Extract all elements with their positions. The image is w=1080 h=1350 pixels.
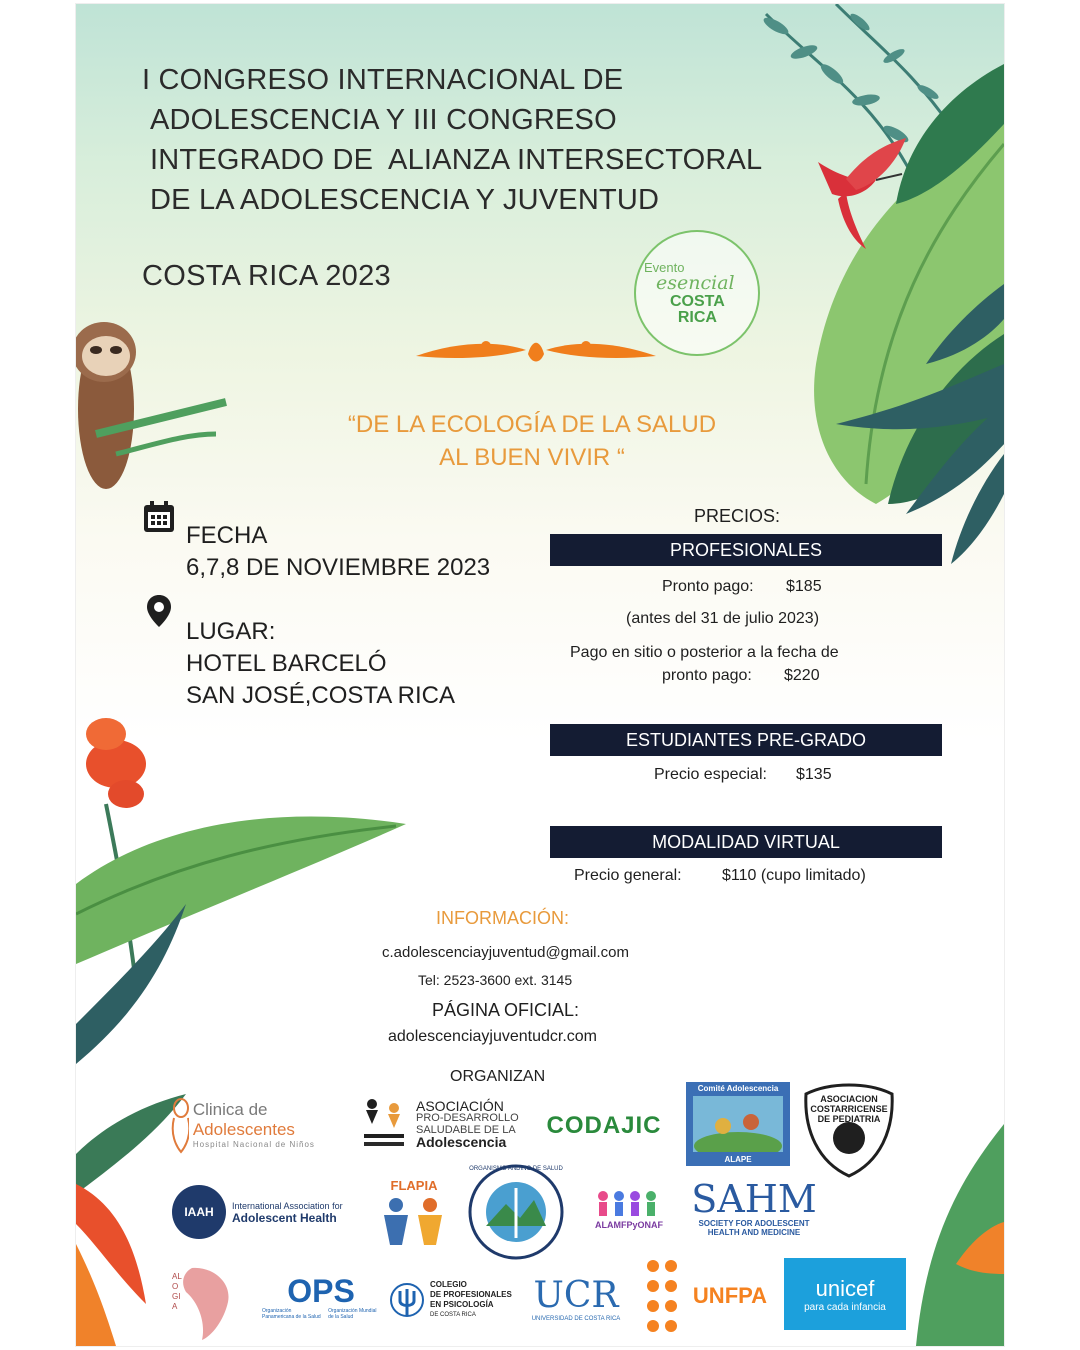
unicef-logo [784,1258,906,1330]
alamfpyonaf-logo [582,1180,676,1238]
prices-title: PRECIOS: [694,506,781,526]
clinica-figure-icon [170,1094,189,1154]
students-header: ESTUDIANTES PRE-GRADO [550,724,942,756]
unfpa-dots-icon [643,1256,693,1336]
pediatria-text [800,1094,898,1124]
colegio-psi-icon [390,1275,424,1325]
title-line-3: INTEGRADO DE ALIANZA INTERSECTORAL [150,144,763,176]
asociacion-l1: ASOCIACIÓN [416,1098,504,1114]
sloth-decoration [76,322,226,489]
professionals-early-note: (antes del 31 de julio 2023) [626,610,820,627]
ops-l1: Organización Panamericana de la Salud [262,1308,321,1320]
date-value: 6,7,8 DE NOVIEMBRE 2023 [186,554,491,581]
clinica-sub: Hospital Nacional de Niños [192,1139,315,1149]
virtual-header: MODALIDAD VIRTUAL [550,826,942,858]
colegio-l1: COLEGIO [430,1280,467,1289]
andino-name: ORGANISMO ANDINO DE SALUD [469,1166,563,1172]
comite-adolescencia-logo [686,1082,790,1166]
place-block [186,616,455,712]
badge-line-3: COSTA [670,293,725,310]
alogia-name: ALOGIA [172,1272,182,1311]
ornament-divider-decoration [416,341,656,362]
unfpa-logo [636,1256,774,1336]
virtual-value: $110 (cupo limitado) [722,867,866,884]
evento-esencial-badge [634,230,760,356]
badge-country [670,294,725,326]
badge-line-2: esencial [656,272,735,294]
professionals-late-label: pronto pago: [662,667,752,684]
country-year: COSTA RICA 2023 [142,260,391,292]
organismo-andino-salud-logo [468,1164,564,1260]
alamfpyonaf-figures-icon [589,1188,669,1220]
date-block [186,520,490,584]
asociacion-l4: Adolescencia [416,1134,507,1150]
professionals-early-label: Pronto pago: [662,578,754,595]
asociacion-l3: SALUDABLE DE LA [416,1124,516,1136]
virtual-label: Precio general: [574,867,682,884]
ucr-logo [526,1266,626,1332]
slogan-line-1: “DE LA ECOLOGÍA DE LA SALUD [347,411,717,438]
comite-illustration-icon [693,1096,783,1152]
title-line-2: ADOLESCENCIA Y III CONGRESO [150,104,617,136]
calendar-icon [142,500,176,534]
info-title: INFORMACIÓN: [436,908,569,928]
colegio-l3: EN PSICOLOGÍA [430,1300,494,1309]
unicef-name: unicef [815,1275,875,1301]
sahm-l1: SOCIETY FOR ADOLESCENT [698,1219,810,1228]
professionals-late-line: Pago en sitio o posterior a la fecha de [570,644,839,661]
organizers-title: ORGANIZAN [450,1068,546,1085]
students-label: Precio especial: [654,766,767,783]
iaah-l2: Adolescent Health [232,1211,337,1225]
codajic-logo [538,1100,670,1152]
iaah-l1: International Association for [232,1201,343,1211]
contact-phone: Tel: 2523-3600 ext. 3145 [418,972,573,988]
place-label: LUGAR: [186,618,276,645]
alogia-logo [172,1262,258,1342]
ucr-sub: UNIVERSIDAD DE COSTA RICA [531,1316,621,1322]
colegio-psicologia-logo [390,1268,522,1332]
alamfpyonaf-name: ALAMFPyONAF [595,1220,663,1230]
contact-email[interactable]: c.adolescenciayjuventud@gmail.com [382,944,630,961]
pediatria-l3: DE PEDIATRIA [817,1114,881,1124]
iaah-logo [172,1180,352,1244]
comite-name: Comité Adolescencia [697,1084,779,1093]
flapia-figures-icon [374,1193,454,1249]
flapia-name: FLAPIA [390,1177,438,1193]
codajic-name: CODAJIC [546,1112,662,1139]
sahm-logo [682,1176,826,1240]
official-page-title: PÁGINA OFICIAL: [432,1000,580,1020]
asociacion-pediatria-logo [800,1080,898,1178]
colegio-l4: DE COSTA RICA [430,1312,476,1318]
title-line-4: DE LA ADOLESCENCIA Y JUVENTUD [150,184,660,216]
flapia-logo [366,1174,462,1252]
clinica-adolescentes-logo [170,1088,348,1160]
iaah-abbr: IAAH [172,1185,226,1239]
asociacion-l2: PRO-DESARROLLO [416,1112,519,1124]
ucr-name: UCR [533,1275,619,1316]
official-website-link[interactable]: adolescenciayjuventudcr.com [388,1028,598,1045]
alogia-map-icon [172,1262,258,1342]
sahm-name: SAHM [691,1177,817,1221]
title-line-1: I CONGRESO INTERNACIONAL DE [142,64,624,96]
clinica-name-a: Clinica de [192,1099,268,1119]
asociacion-logo [360,1088,526,1160]
students-value: $135 [796,766,832,783]
colegio-l2: DE PROFESIONALES [430,1290,512,1299]
unicef-sub: para cada infancia [804,1301,886,1313]
asociacion-figures-icon [360,1094,408,1154]
slogan-line-2: AL BUEN VIVIR “ [439,444,625,471]
clinica-name-b: Adolescentes [192,1119,295,1139]
sahm-l2: HEALTH AND MEDICINE [707,1228,801,1237]
pediatria-l2: COSTARRICENSE [810,1104,888,1114]
place-line-2: SAN JOSÉ,COSTA RICA [186,682,455,709]
date-label: FECHA [186,522,268,549]
andino-seal-icon [468,1164,564,1260]
ops-logo [262,1262,380,1332]
ops-name: OPS [287,1273,355,1309]
slogan [312,408,752,474]
comite-sub: ALAPE [724,1155,752,1164]
professionals-header: PROFESIONALES [550,534,942,566]
badge-line-4: RICA [677,309,717,326]
ops-l2: Organización Mundial de la Salud [328,1308,377,1320]
professionals-late-value: $220 [784,667,820,684]
unfpa-name: UNFPA [692,1283,768,1308]
poster [76,4,1004,1346]
professionals-early-value: $185 [786,578,822,595]
event-title [142,60,782,220]
place-line-1: HOTEL BARCELÓ [186,650,387,677]
badge-line-1: Evento [644,260,685,275]
location-pin-icon [146,594,172,628]
pediatria-l1: ASOCIACION [820,1094,878,1104]
